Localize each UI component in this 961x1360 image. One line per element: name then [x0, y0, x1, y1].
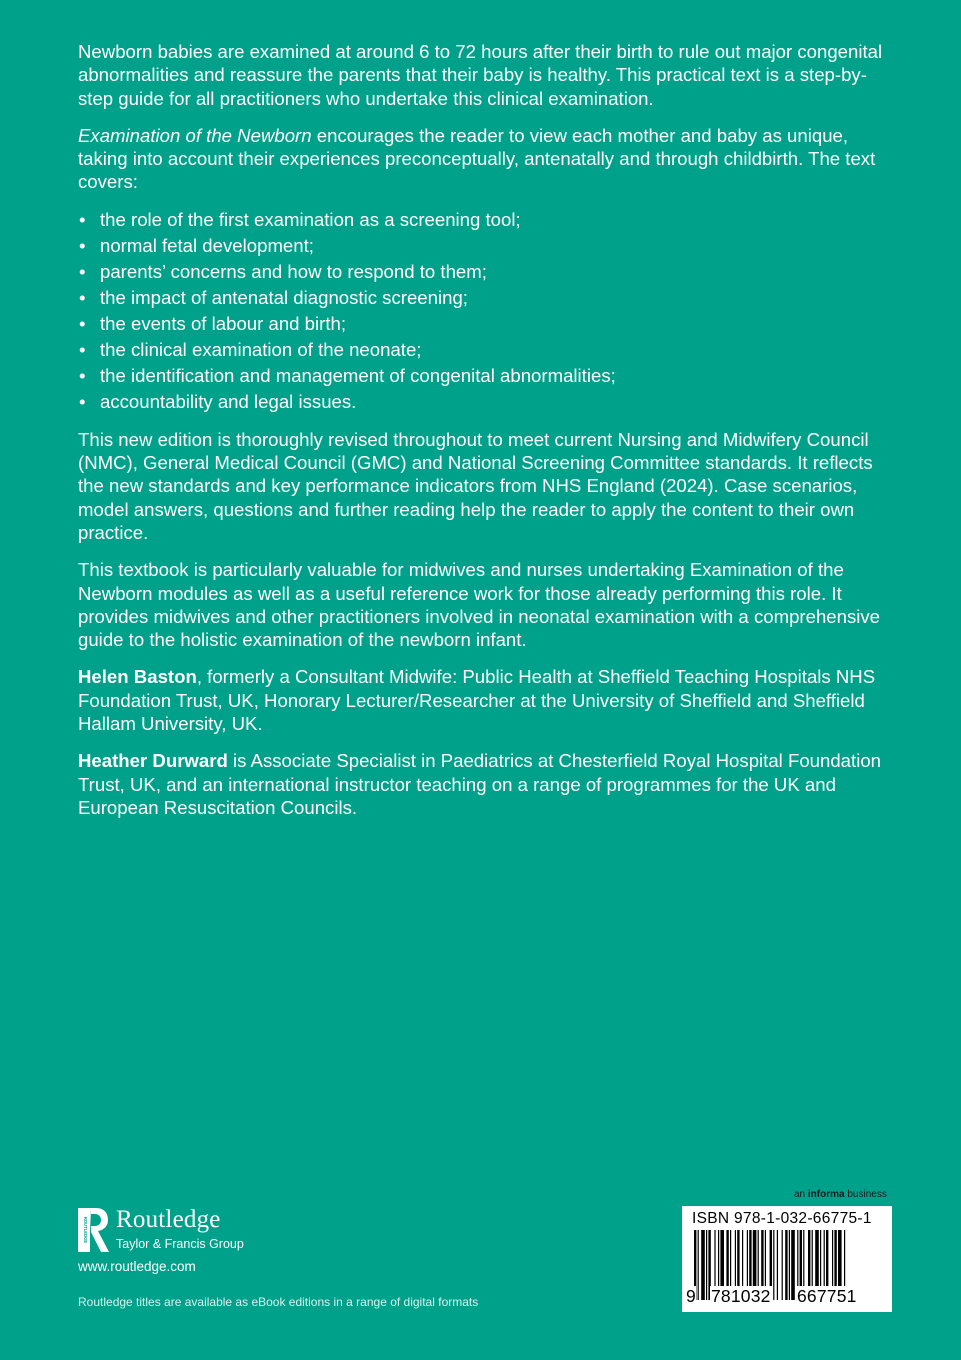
- author-name: Helen Baston: [78, 666, 197, 688]
- topics-list: [78, 208, 893, 414]
- routledge-logo: [78, 1206, 244, 1254]
- barcode-digits-left: 781032: [711, 1286, 771, 1306]
- author-bio: is Associate Specialist in Paediatrics at Chesterfield Royal Hospital Foundation Trust, UK, and an international instructor teaching on a range of programmes for the UK and European Resuscitation Councils.: [78, 750, 882, 818]
- back-cover-text: [78, 40, 893, 833]
- ebook-note: Routledge titles are available as eBook editions in a range of digital formats: [78, 1295, 479, 1309]
- barcode-digits: [685, 1286, 889, 1308]
- edition-paragraph: This new edition is thoroughly revised throughout to meet current Nursing and Midwifery Council (NMC), General Medical Council (GMC) and National Screening Committee standards. It reflects the new standards and key performance indicators from NHS England (2024). Case scenarios, model answers, questions and further reading help the reader to apply the content to their own practice.: [78, 428, 873, 543]
- audience-paragraph: This textbook is particularly valuable for midwives and nurses undertaking Examination of the Newborn modules as well as a useful reference work for those already performing this role. It provides midwives and other practitioners involved in neonatal examination with a comprehensive guide to the holistic examination of the newborn infant.: [78, 559, 881, 651]
- list-item: • the impact of antenatal diagnostic screening;: [78, 286, 893, 309]
- list-item: • the events of labour and birth;: [78, 312, 893, 335]
- routledge-r-icon: [78, 1206, 110, 1254]
- isbn-barcode: [682, 1206, 892, 1312]
- covers-paragraph: [78, 124, 893, 194]
- list-item: • parents’ concerns and how to respond to them;: [78, 260, 893, 283]
- author-bio-baston: [78, 665, 893, 735]
- publisher-group: Taylor & Francis Group: [116, 1237, 244, 1251]
- publisher-name: Routledge: [116, 1206, 221, 1233]
- informa-suffix: business: [844, 1189, 887, 1200]
- barcode-digit-first: 9: [686, 1286, 696, 1306]
- list-item: • normal fetal development;: [78, 234, 893, 257]
- list-item: • the identification and management of congenital abnormalities;: [78, 364, 893, 387]
- intro-paragraph: Newborn babies are examined at around 6 to 72 hours after their birth to rule out major congenital abnormalities and reassure the parents that their baby is healthy. This practical text is a step-by-step guide for all practitioners who undertake this clinical examination.: [78, 41, 883, 109]
- author-bio-durward: [78, 749, 893, 819]
- logo-vertical-text: ROUTLEDGE: [83, 1216, 88, 1244]
- list-item: • accountability and legal issues.: [78, 390, 893, 413]
- author-bio: , formerly a Consultant Midwife: Public Health at Sheffield Teaching Hospitals NHS Foundation Trust, UK, Honorary Lecturer/Researcher at the University of Sheffield and Sheffield Hallam University, UK.: [78, 666, 876, 734]
- isbn-number: ISBN 978-1-032-66775-1: [692, 1210, 872, 1227]
- covers-paragraph-text: encourages the reader to view each mother and baby as unique, taking into account their experiences preconceptually, antenatally and through childbirth. The text covers:: [78, 124, 876, 193]
- book-title: Examination of the Newborn: [78, 124, 312, 146]
- publisher-website[interactable]: www.routledge.com: [78, 1259, 196, 1274]
- barcode-digits-right: 667751: [797, 1286, 857, 1306]
- list-item: • the role of the first examination as a screening tool;: [78, 208, 893, 231]
- informa-tagline: [794, 1189, 887, 1200]
- informa-brand: informa: [807, 1189, 845, 1200]
- list-item: • the clinical examination of the neonate;: [78, 338, 893, 361]
- author-name: Heather Durward: [78, 750, 228, 772]
- informa-prefix: an: [794, 1189, 808, 1200]
